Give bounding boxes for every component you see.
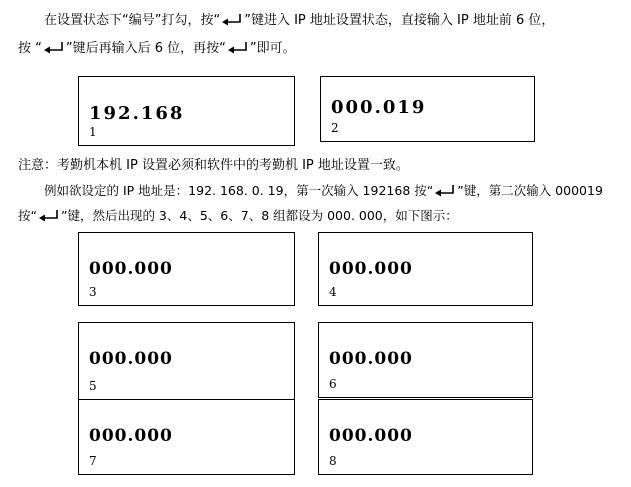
display-value: 000.000 <box>89 426 173 446</box>
note-line <box>0 157 631 175</box>
enter-key-icon <box>43 41 65 55</box>
example-line-2 <box>0 207 631 225</box>
display-index: 5 <box>89 379 97 393</box>
example-text: ”键，然后出现的 3、4、5、6、7、8 组都设为 000. 000，如下图示： <box>60 208 458 223</box>
display-value: 000.000 <box>329 426 413 446</box>
intro-text: ”键后再输入后 6 位，再按“ <box>65 41 226 56</box>
display-index: 2 <box>331 121 339 135</box>
intro-line-1 <box>0 12 631 30</box>
display-index: 1 <box>89 125 97 139</box>
example-text: 例如欲设定的 IP 地址是：192. 168. 0. 19，第一次输入 192168 按“ <box>44 183 434 198</box>
display-value: 192.168 <box>89 103 185 124</box>
display-box-2 <box>320 76 535 142</box>
display-index: 6 <box>329 377 337 391</box>
display-box-1 <box>78 76 295 146</box>
enter-key-icon <box>227 41 249 55</box>
display-value: 000.000 <box>329 349 413 369</box>
display-value: 000.000 <box>329 259 413 279</box>
enter-key-icon <box>221 13 243 27</box>
enter-key-icon <box>434 184 456 198</box>
display-box-7 <box>78 399 295 475</box>
display-value: 000.000 <box>89 349 173 369</box>
display-index: 4 <box>329 285 337 299</box>
display-index: 7 <box>89 454 97 468</box>
note-text: 注意：考勤机本机 IP 设置必须和软件中的考勤机 IP 地址设置一致。 <box>18 158 409 173</box>
example-text: ”键，第二次输入 000019 <box>457 183 603 198</box>
display-box-3 <box>78 232 295 306</box>
display-box-8 <box>318 399 533 475</box>
intro-text: 按 “ <box>18 41 42 56</box>
enter-key-icon <box>38 209 60 223</box>
intro-line-2 <box>0 40 631 58</box>
example-text: 按“ <box>18 208 37 223</box>
example-line-1 <box>0 182 631 200</box>
display-box-5 <box>78 322 295 400</box>
display-index: 8 <box>329 454 337 468</box>
intro-text: ”即可。 <box>249 41 296 56</box>
intro-text: ”键进入 IP 地址设置状态，直接输入 IP 地址前 6 位， <box>244 13 555 28</box>
display-box-6 <box>318 322 533 398</box>
intro-text: 在设置状态下“编号”打勾，按“ <box>44 13 221 28</box>
display-value: 000.000 <box>89 259 173 279</box>
display-value: 000.019 <box>331 97 427 118</box>
display-box-4 <box>318 232 533 306</box>
display-index: 3 <box>89 285 97 299</box>
